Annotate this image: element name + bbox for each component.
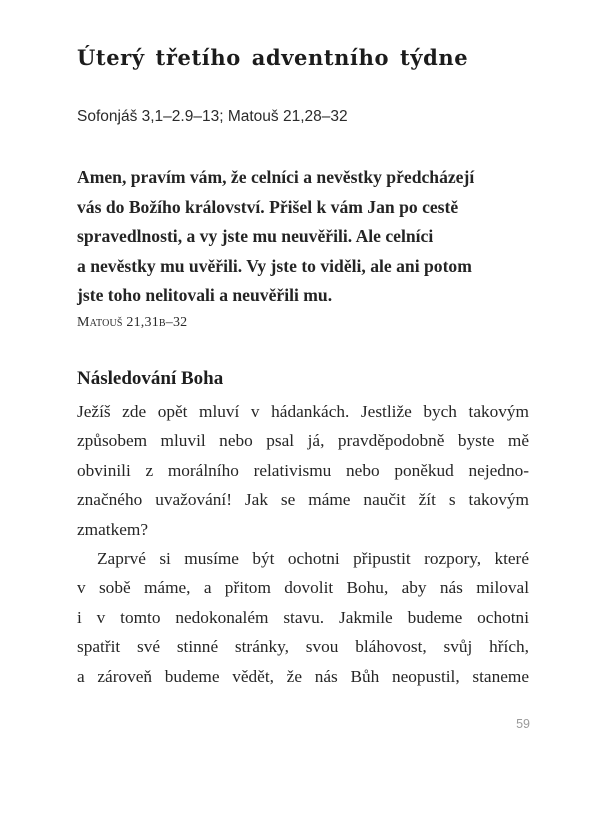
body-text: [77, 397, 529, 691]
quote-line: vás do Božího království. Přišel k vám Jan po cestě: [77, 196, 459, 217]
body-line: spatřit své stinné stránky, svou bláhovost, svůj hřích,: [77, 637, 529, 657]
chapter-title: Úterý třetího adventního týdne: [77, 45, 469, 70]
scripture-readings: Sofonjáš 3,1–2.9–13; Matouš 21,28–32: [77, 108, 348, 125]
quote-line: a nevěstky mu uvěřili. Vy jste to viděli, ale ani potom: [77, 255, 472, 276]
body-line: i v tomto nedokonalém stavu. Jakmile budeme ochotni: [77, 607, 529, 627]
quote-line: spravedlnosti, a vy jste mu neuvěřili. Ale celníci: [77, 226, 434, 246]
scripture-quote: [77, 163, 527, 311]
page-number: 59: [516, 717, 530, 731]
body-line: značného uvažování! Jak se máme naučit žít s takovým: [77, 490, 529, 510]
body-line: v sobě máme, a přitom dovolit Bohu, aby nás miloval: [77, 578, 529, 598]
body-line: a zároveň budeme vědět, že nás Bůh neopustil, staneme: [77, 666, 529, 686]
quote-source: Matouš 21,31b–32: [77, 315, 188, 330]
body-line: obvinili z morálního relativismu nebo poněkud nejedno-: [77, 460, 529, 480]
quote-line: Amen, pravím vám, že celníci a nevěstky předcházejí: [77, 167, 475, 187]
section-heading: Následování Boha: [77, 368, 224, 389]
quote-line: jste toho nelitovali a neuvěřili mu.: [77, 285, 333, 305]
body-line: Ježíš zde opět mluví v hádankách. Jestliže bych takovým: [77, 402, 529, 421]
body-line: zmatkem?: [77, 519, 149, 539]
body-line: Zaprvé si musíme být ochotni připustit rozpory, které: [97, 548, 529, 568]
body-line: způsobem mluvil nebo psal já, pravděpodobně byste mě: [77, 431, 529, 451]
